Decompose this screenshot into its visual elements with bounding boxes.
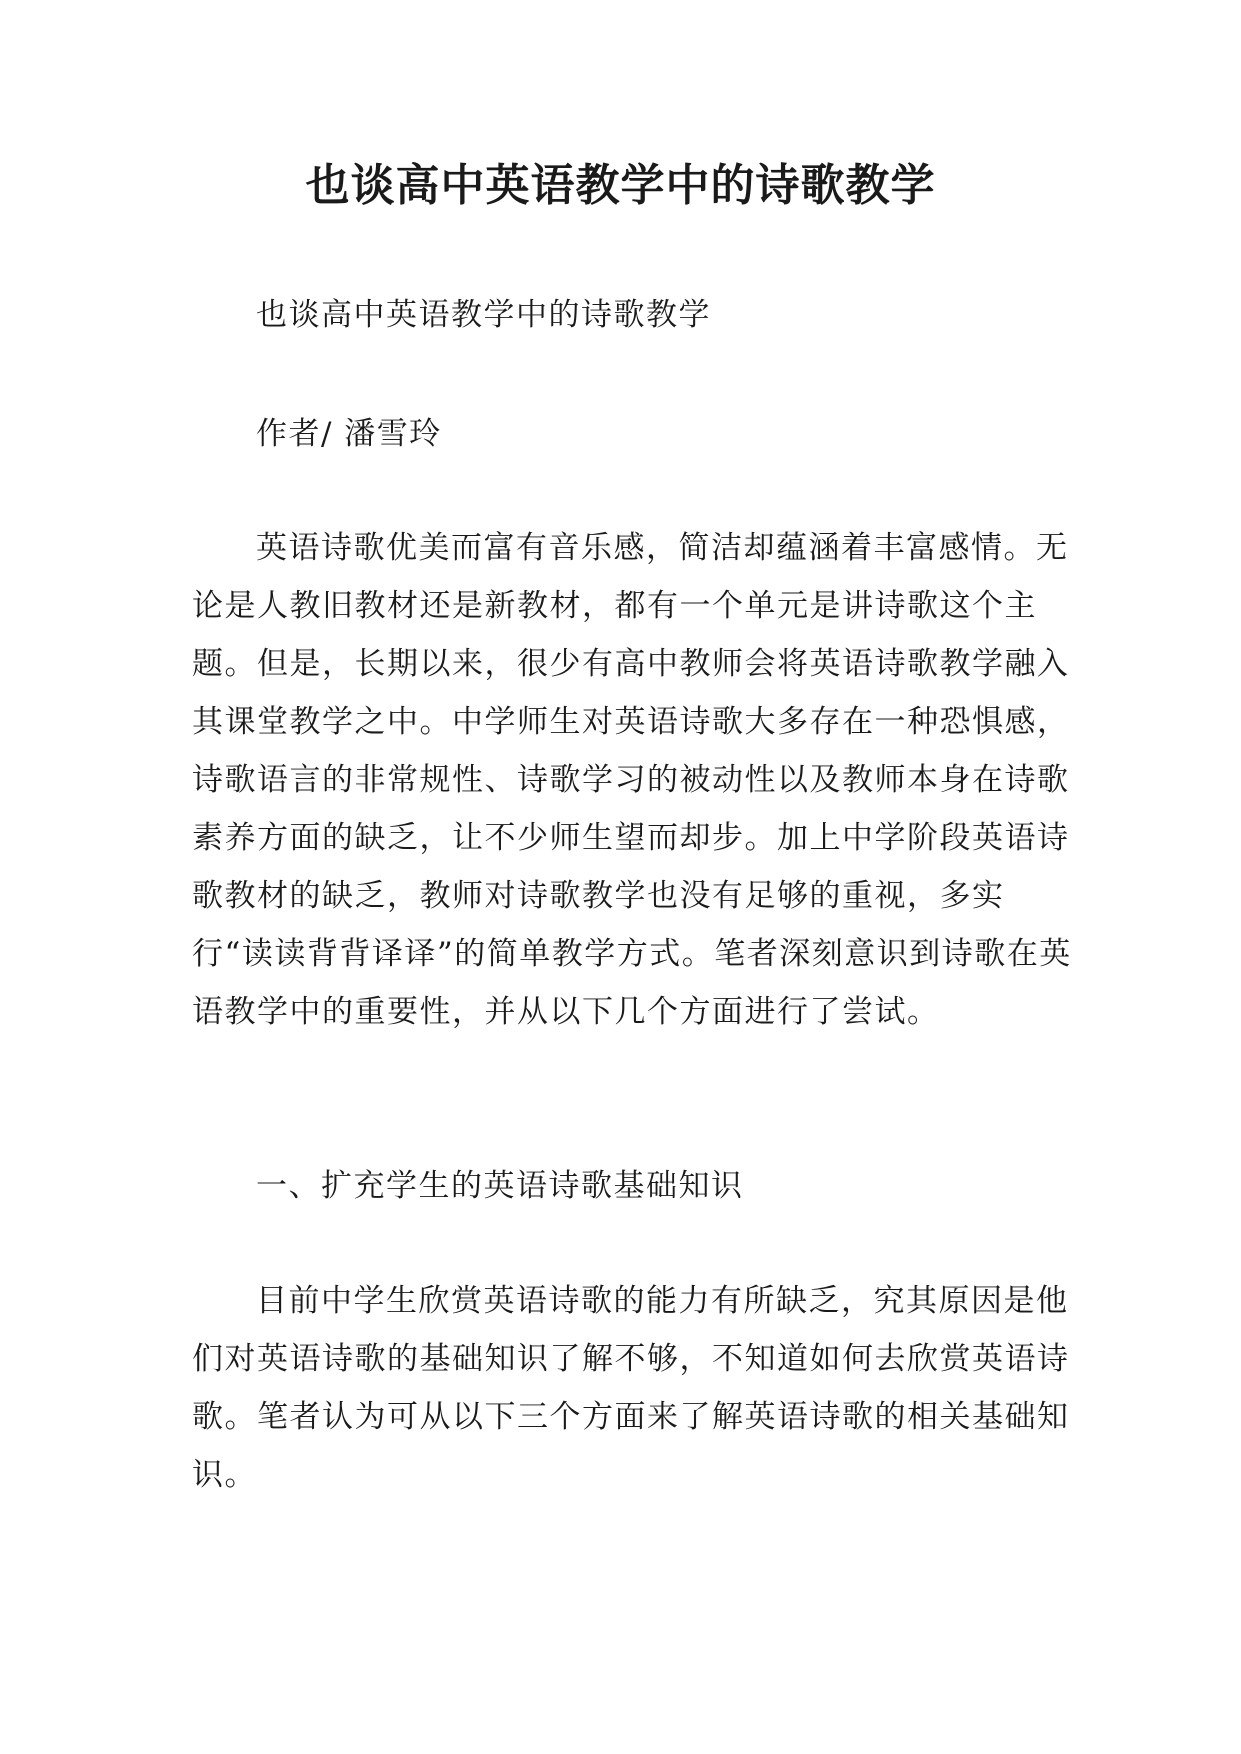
paragraph-intro: 英语诗歌优美而富有音乐感，简洁却蕴涵着丰富感情。无论是人教旧教材还是新教材，都有一个单元是讲诗歌这个主题。但是，长期以来，很少有高中教师会将英语诗歌教学融入其课堂教学之中。中学师生对英语诗歌大多存在一种恐惧感，诗歌语言的非常规性、诗歌学习的被动性以及教师本身在诗歌素养方面的缺乏，让不少师生望而却步。加上中学阶段英语诗歌教材的缺乏，教师对诗歌教学也没有足够的重视，多实行“读读背背译译”的简单教学方式。笔者深刻意识到诗歌在英语教学中的重要性，并从以下几个方面进行了尝试。 [192,530,1072,1030]
paragraph-section-1: 目前中学生欣赏英语诗歌的能力有所缺乏，究其原因是他们对英语诗歌的基础知识了解不够，不知道如何去欣赏英语诗歌。笔者认为可从以下三个方面来了解英语诗歌的相关基础知识。 [192,1283,1070,1493]
document-subtitle: 也谈高中英语教学中的诗歌教学 [256,297,711,333]
document-title: 也谈高中英语教学中的诗歌教学 [305,160,936,211]
section-heading: 一、扩充学生的英语诗歌基础知识 [256,1168,744,1204]
author-line: 作者/ 潘雪玲 [256,416,442,452]
